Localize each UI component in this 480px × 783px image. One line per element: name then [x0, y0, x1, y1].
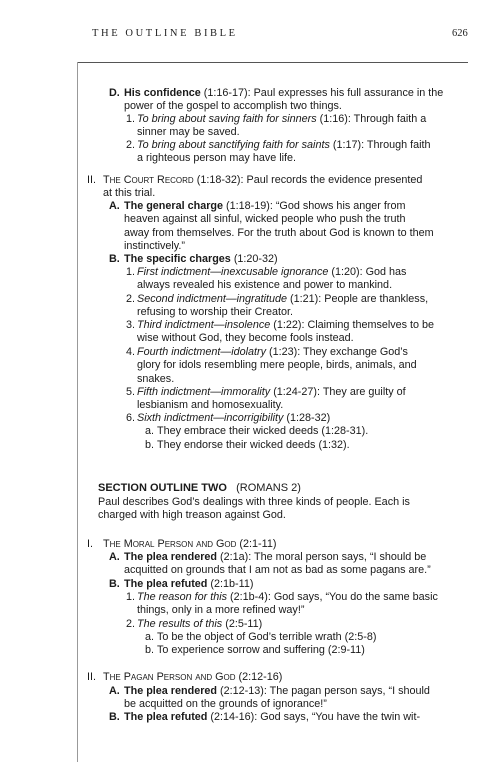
- outline-continuation: instinctively.”: [124, 239, 185, 252]
- outline-text: God says, “You have the twin wit-: [260, 711, 421, 723]
- outline-reference: (2:1b-11): [207, 578, 254, 590]
- outline-text: They embrace their wicked deeds (1:28-31).: [157, 425, 369, 437]
- outline-marker: 1.: [126, 113, 136, 125]
- outline-entry-line: [109, 685, 473, 698]
- outline-text: (1:24-27): They are guilty of: [270, 386, 406, 398]
- outline-continuation: a righteous person may have life.: [137, 152, 297, 165]
- outline-entry-ii: [87, 174, 473, 201]
- outline-entry-b6: [126, 412, 473, 425]
- outline-text: (1:22): Claiming themselves to be: [270, 319, 435, 331]
- outline-label: The plea refuted: [124, 711, 208, 723]
- outline-marker: a.: [145, 425, 155, 437]
- outline-italic-label: Second indictment—ingratitude: [137, 293, 288, 305]
- outline-marker: 3.: [126, 319, 136, 331]
- outline-entry-line: [126, 139, 473, 152]
- outline-entry-s2a: [109, 685, 473, 712]
- outline-reference: (1:20-32): [230, 253, 278, 265]
- outline-reference: (2:1a):: [217, 551, 255, 563]
- outline-entry-s2b: [109, 711, 473, 724]
- outline-text: (1:16): Through faith a: [316, 113, 427, 125]
- outline-text: The pagan person says, “I should: [269, 685, 430, 697]
- outline-heading: The Court Record: [103, 174, 194, 186]
- outline-entry-line: [145, 439, 473, 452]
- outline-text: (1:23): They exchange God’s: [266, 346, 408, 358]
- outline-reference: (2:14-16):: [207, 711, 261, 723]
- outline-italic-label: Third indictment—insolence: [137, 319, 271, 331]
- outline-entry-line: [109, 253, 473, 266]
- outline-continuation: heaven against all sinful, wicked people who push the truth: [124, 213, 406, 226]
- outline-entry-line: [109, 87, 473, 100]
- outline-label: The general charge: [124, 200, 224, 212]
- outline-marker: I.: [87, 538, 93, 550]
- outline-marker: A.: [109, 551, 120, 563]
- outline-text: “God shows his anger from: [275, 200, 406, 212]
- outline-marker: 2.: [126, 618, 136, 630]
- outline-entry-s1: [87, 538, 473, 551]
- outline-continuation: acquitted on grounds that I am not as bad as some pagans are.”: [124, 564, 431, 577]
- outline-entry-line: [109, 711, 473, 724]
- outline-continuation: lesbianism and homosexuality.: [137, 399, 284, 412]
- outline-entry-line: [145, 631, 473, 644]
- outline-entry-line: [87, 538, 473, 551]
- outline-marker: B.: [109, 578, 120, 590]
- outline-reference: (1:16-17):: [200, 87, 254, 99]
- section-intro-line: Paul describes God’s dealings with three kinds of people. Each is: [98, 496, 410, 508]
- outline-text: (2:12-16): [235, 671, 283, 683]
- outline-marker: 1.: [126, 266, 136, 278]
- outline-text: (2:1-11): [236, 538, 277, 550]
- outline-marker: b.: [145, 644, 155, 656]
- outline-text: (1:20): God has: [328, 266, 407, 278]
- outline-marker: D.: [109, 87, 120, 99]
- outline-entry-line: [126, 618, 473, 631]
- outline-entry-s1b2b: [145, 644, 473, 657]
- outline-continuation: at this trial.: [103, 187, 156, 200]
- outline-entry-line: [126, 591, 473, 604]
- outline-entry-d: [109, 87, 473, 114]
- outline-label: The plea rendered: [124, 551, 218, 563]
- outline-reference: (2:12-13):: [217, 685, 270, 697]
- outline-marker: II.: [87, 671, 96, 683]
- outline-entry-s2: [87, 671, 473, 684]
- outline-italic-label: Sixth indictment—incorrigibility: [137, 412, 284, 424]
- outline-italic-label: Fifth indictment—immorality: [137, 386, 271, 398]
- outline-entry-line: [126, 346, 473, 359]
- outline-entry-d2: [126, 139, 473, 166]
- outline-entry-line: [126, 412, 473, 425]
- outline-label: His confidence: [124, 87, 201, 99]
- outline-marker: 1.: [126, 591, 136, 603]
- outline-marker: 6.: [126, 412, 136, 424]
- outline-continuation: wise without God, they become fools instead.: [137, 332, 354, 345]
- outline-text: To be the object of God’s terrible wrath (2:5-8): [157, 631, 377, 643]
- outline-text: (2:1b-4): God says, “You do the same basic: [227, 591, 438, 603]
- outline-marker: 2.: [126, 293, 136, 305]
- outline-entry-b4: [126, 346, 473, 386]
- outline-marker: 5.: [126, 386, 136, 398]
- section-title: SECTION OUTLINE TWO: [98, 482, 227, 494]
- outline-entry-line: [126, 113, 473, 126]
- outline-continuation: away from themselves. For the truth about God is known to them: [124, 226, 434, 239]
- running-head: THE OUTLINE BIBLE: [92, 28, 238, 39]
- outline-italic-label: To bring about saving faith for sinners: [137, 113, 317, 125]
- outline-label: The specific charges: [124, 253, 231, 265]
- outline-text: (1:21): People are thankless,: [287, 293, 429, 305]
- section-intro-line: charged with high treason against God.: [98, 509, 286, 522]
- outline-continuation: always revealed his existence and power to mankind.: [137, 279, 393, 292]
- outline-italic-label: Fourth indictment—idolatry: [137, 346, 267, 358]
- outline-entry-b6a: [145, 425, 473, 438]
- outline-entry-s1b2: [126, 618, 473, 631]
- outline-label: The plea refuted: [124, 578, 208, 590]
- outline-italic-label: The results of this: [137, 618, 223, 630]
- page-number: 626: [452, 28, 468, 39]
- outline-italic-label: The reason for this: [137, 591, 228, 603]
- outline-continuation: glory for idols resembling mere people, birds, animals, and: [137, 359, 417, 372]
- section-intro: [98, 496, 478, 523]
- outline-entry-b2: [126, 293, 473, 320]
- outline-marker: 4.: [126, 346, 136, 358]
- outline-marker: II.: [87, 174, 96, 186]
- outline-continuation: things, only in a more refined way!”: [137, 604, 305, 617]
- outline-text: (2:5-11): [222, 618, 263, 630]
- outline-marker: B.: [109, 253, 120, 265]
- outline-marker: B.: [109, 711, 120, 723]
- outline-marker: A.: [109, 685, 120, 697]
- outline-label: The plea rendered: [124, 685, 218, 697]
- outline-entry-b5: [126, 386, 473, 413]
- section-heading: [98, 482, 478, 495]
- outline-entry-b: [109, 253, 473, 266]
- outline-entry-line: [109, 578, 473, 591]
- outline-entry-a: [109, 200, 473, 253]
- outline-entry-line: [126, 293, 473, 306]
- section-reference: (ROMANS 2): [236, 482, 301, 494]
- outline-continuation: be acquitted on the grounds of ignorance!”: [124, 698, 327, 711]
- outline-text: (1:28-32): [283, 412, 331, 424]
- outline-entry-d1: [126, 113, 473, 140]
- outline-marker: a.: [145, 631, 155, 643]
- outline-continuation: power of the gospel to accomplish two things.: [124, 100, 342, 113]
- outline-entry-line: [126, 319, 473, 332]
- outline-entry-line: [126, 266, 473, 279]
- outline-italic-label: To bring about sanctifying faith for saints: [137, 139, 330, 151]
- outline-entry-b1: [126, 266, 473, 293]
- outline-text: They endorse their wicked deeds (1:32).: [157, 439, 350, 451]
- outline-continuation: sinner may be saved.: [137, 126, 240, 139]
- outline-entry-line: [109, 551, 473, 564]
- outline-marker: A.: [109, 200, 120, 212]
- outline-text: Paul expresses his full assurance in the: [253, 87, 444, 99]
- outline-entry-b6b: [145, 439, 473, 452]
- outline-heading: The Moral Person and God: [103, 538, 237, 550]
- outline-continuation: refusing to worship their Creator.: [137, 306, 294, 319]
- outline-entry-line: [109, 200, 473, 213]
- outline-entry-line: [145, 644, 473, 657]
- outline-continuation: snakes.: [137, 372, 175, 385]
- outline-text: (1:17): Through faith: [329, 139, 431, 151]
- outline-entry-s1b1: [126, 591, 473, 618]
- outline-entry-line: [126, 386, 473, 399]
- outline-entry-s1b2a: [145, 631, 473, 644]
- outline-text: To experience sorrow and suffering (2:9-11): [157, 644, 365, 656]
- outline-heading: The Pagan Person and God: [103, 671, 236, 683]
- outline-italic-label: First indictment—inexcusable ignorance: [137, 266, 329, 278]
- outline-reference: (1:18-19):: [223, 200, 276, 212]
- outline-entry-line: [145, 425, 473, 438]
- outline-entry-line: [87, 671, 473, 684]
- outline-entry-s1b: [109, 578, 473, 591]
- outline-marker: b.: [145, 439, 155, 451]
- outline-marker: 2.: [126, 139, 136, 151]
- outline-entry-b3: [126, 319, 473, 346]
- outline-entry-s1a: [109, 551, 473, 578]
- outline-text: (1:18-32): Paul records the evidence presented: [193, 174, 423, 186]
- outline-text: The moral person says, “I should be: [254, 551, 427, 563]
- outline-entry-line: [87, 174, 473, 187]
